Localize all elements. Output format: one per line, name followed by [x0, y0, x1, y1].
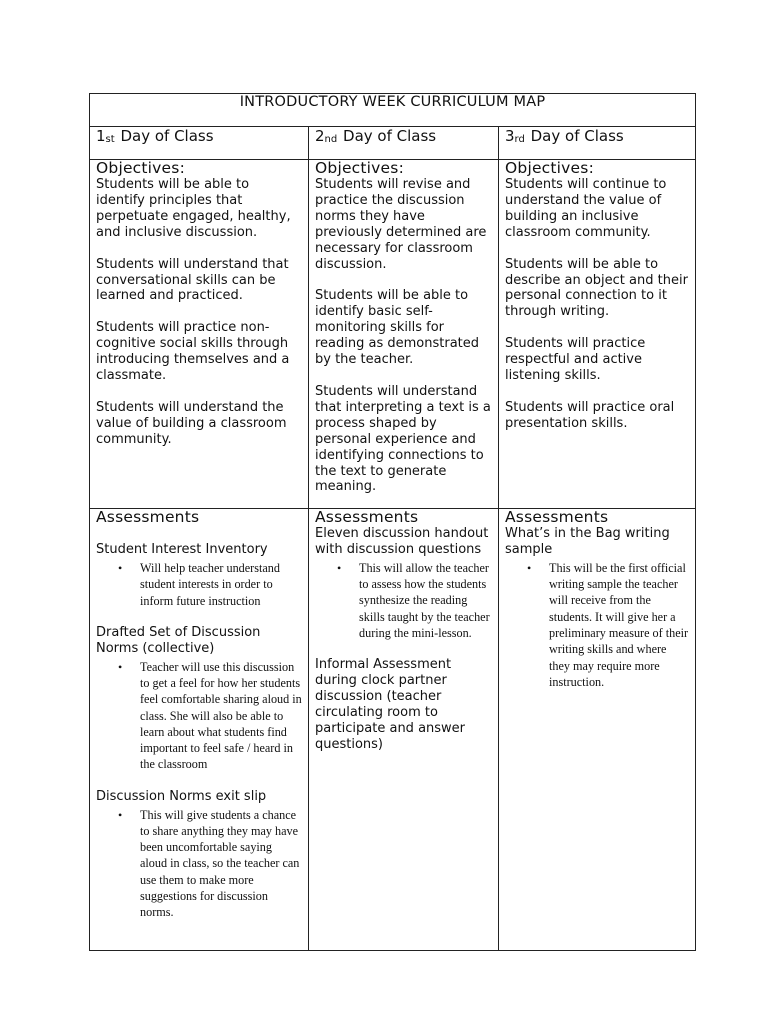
- assessment-bullet-list: [96, 560, 302, 609]
- objectives-day-3: [499, 160, 696, 509]
- objective-item: Students will be able to describe an object and their personal connection to it through writing.: [505, 256, 688, 320]
- assessment-title: Drafted Set of Discussion Norms (collective): [96, 624, 261, 656]
- assessments-heading: Assessments: [315, 508, 419, 526]
- table-title: INTRODUCTORY WEEK CURRICULUM MAP: [90, 94, 696, 127]
- objective-item: Students will continue to understand the value of building an inclusive classroom community.: [505, 177, 667, 240]
- objectives-day-2: [309, 160, 499, 509]
- assessment-title: Informal Assessment during clock partner discussion (teacher circulating room to participate and answer questions): [315, 657, 466, 752]
- assessment-bullet: • Will help teacher understand student interests in order to inform future instruction: [140, 560, 302, 609]
- assessment-bullet: • This will give students a chance to share anything they may have been uncomfortable saying aloud in class, so the teacher can use them to make more suggestions for discussion norms.: [140, 807, 302, 921]
- assessment-bullet-list: [315, 560, 492, 641]
- assessment-bullet: • This will be the first official writing sample the teacher will receive from the students. It will give her a preliminary measure of their writing skills and where they may require more instruction.: [549, 560, 689, 690]
- assessments-heading: Assessments: [505, 508, 609, 526]
- assessments-heading: Assessments: [96, 508, 200, 526]
- day-3-header: 3rd Day of Class: [499, 127, 696, 160]
- objective-item: Students will understand the value of building a classroom community.: [96, 399, 287, 447]
- objective-item: Students will practice respectful and active listening skills.: [505, 336, 646, 384]
- assessment-bullet: • This will allow the teacher to assess how the students synthesize the reading skills taught by the teacher during the mini-lesson.: [359, 560, 492, 641]
- objective-item: Students will understand that interpreting a text is a process shaped by personal experience and identifying connections to the text to generate meaning.: [315, 383, 491, 495]
- assessment-title: Student Interest Inventory: [96, 542, 268, 557]
- assessment-bullet-list: [96, 659, 302, 773]
- objectives-heading: Objectives:: [505, 159, 594, 177]
- assessments-day-1: [90, 509, 309, 951]
- objective-item: Students will be able to identify basic self-monitoring skills for reading as demonstrated by the teacher.: [315, 288, 480, 368]
- objectives-heading: Objectives:: [315, 159, 404, 177]
- assessment-bullet: • Teacher will use this discussion to get a feel for how her students feel comfortable sharing aloud in class. She will also be able to learn about what students find important to feel safe / heard in the classroom: [140, 659, 302, 773]
- objective-item: Students will be able to identify principles that perpetuate engaged, healthy, and inclusive discussion.: [96, 177, 291, 240]
- day-1-header: 1st Day of Class: [90, 127, 309, 160]
- objective-item: Students will practice non-cognitive social skills through introducing themselves and a classmate.: [96, 320, 290, 384]
- assessments-day-2: [309, 509, 499, 951]
- assessment-title: What’s in the Bag writing sample: [505, 526, 670, 557]
- objective-item: Students will revise and practice the discussion norms they have previously determined are necessary for classroom discussion.: [315, 177, 487, 272]
- assessment-title: Discussion Norms exit slip: [96, 788, 267, 804]
- objectives-heading: Objectives:: [96, 159, 185, 177]
- day-2-header: 2nd Day of Class: [309, 127, 499, 160]
- assessments-day-3: [499, 509, 696, 951]
- objective-item: Students will understand that conversational skills can be learned and practiced.: [96, 256, 289, 304]
- assessment-title: Eleven discussion handout with discussion questions: [315, 526, 489, 557]
- assessment-bullet-list: [96, 807, 302, 921]
- objective-item: Students will practice oral presentation skills.: [505, 399, 675, 431]
- objectives-day-1: [90, 160, 309, 509]
- assessment-bullet-list: [505, 560, 689, 690]
- curriculum-map-table: [89, 93, 696, 951]
